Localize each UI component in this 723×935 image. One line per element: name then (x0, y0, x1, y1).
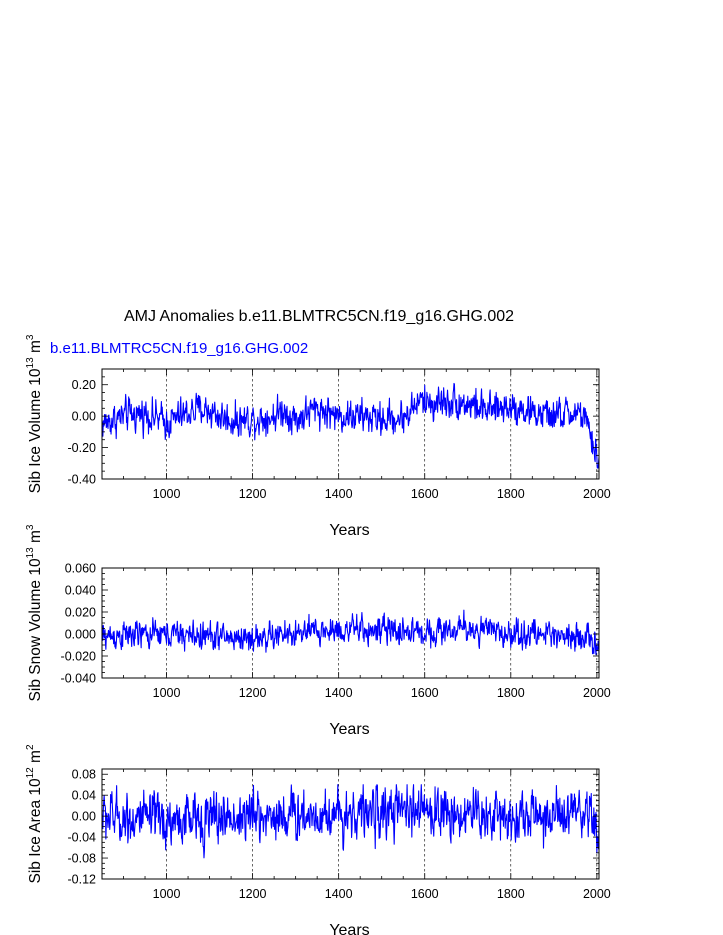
chart-snow-volume-ylabel: Sib Snow Volume $10^{13}$ $m^3$ (25, 524, 44, 702)
chart-snow-volume-series-line (102, 610, 599, 655)
chart-snow-volume-ytick-label-0.020: 0.020 (64, 605, 96, 620)
chart-snow-volume (25, 524, 611, 738)
chart-snow-volume-ytick-label-0.040: 0.040 (64, 583, 96, 598)
chart-ice-area-ytick-label-0.00: 0.00 (71, 809, 96, 824)
chart-snow-volume-ytick-label-0.000: 0.000 (64, 627, 96, 642)
chart-snow-volume-xtick-label-1800: 1800 (496, 686, 525, 700)
chart-ice-area-ytick-label-0.08: 0.08 (71, 767, 96, 782)
chart-ice-volume-ytick-label--0.20: -0.20 (67, 441, 96, 456)
panels (25, 334, 611, 935)
chart-ice-area-xtick-label-1000: 1000 (152, 887, 181, 901)
chart-snow-volume-xtick-label-1600: 1600 (410, 686, 439, 700)
chart-ice-area-xtick-label-2000: 2000 (582, 887, 611, 901)
chart-ice-area-ytick-label--0.04: -0.04 (67, 830, 96, 845)
chart-ice-volume-xtick-label-1200: 1200 (238, 487, 267, 501)
chart-ice-volume-series-line (102, 383, 599, 468)
chart-snow-volume-ytick-label--0.020: -0.020 (60, 649, 96, 664)
chart-ice-volume-ytick-label--0.40: -0.40 (67, 472, 96, 487)
chart-ice-area-ylabel: Sib Ice Area $10^{12}$ $m^2$ (25, 744, 44, 884)
chart-ice-volume-xlabel: Years (329, 522, 370, 539)
figure-title: AMJ Anomalies b.e11.BLMTRC5CN.f19_g16.GHG.002 (123, 308, 515, 325)
series-subtitle: b.e11.BLMTRC5CN.f19_g16.GHG.002 (50, 340, 309, 357)
chart-ice-area-xtick-label-1200: 1200 (238, 887, 267, 901)
chart-ice-volume-xtick-label-1400: 1400 (324, 487, 353, 501)
chart-ice-volume-xtick-label-2000: 2000 (582, 487, 611, 501)
chart-ice-volume-ylabel: Sib Ice Volume $10^{13}$ $m^3$ (25, 334, 44, 494)
chart-ice-area (25, 744, 611, 935)
chart-ice-volume (25, 334, 611, 539)
chart-ice-area-xtick-label-1600: 1600 (410, 887, 439, 901)
chart-ice-area-ytick-label-0.04: 0.04 (71, 788, 96, 803)
chart-ice-area-xtick-label-1800: 1800 (496, 887, 525, 901)
chart-snow-volume-xtick-label-1200: 1200 (238, 686, 267, 700)
chart-snow-volume-xtick-label-1000: 1000 (152, 686, 181, 700)
chart-ice-volume-ytick-label-0.20: 0.20 (71, 378, 96, 393)
chart-ice-volume-xtick-label-1600: 1600 (410, 487, 439, 501)
chart-ice-area-xtick-label-1400: 1400 (324, 887, 353, 901)
chart-ice-area-xlabel: Years (329, 922, 370, 935)
chart-ice-volume-xtick-label-1800: 1800 (496, 487, 525, 501)
chart-snow-volume-ytick-label--0.040: -0.040 (60, 671, 96, 686)
chart-ice-volume-ytick-label-0.00: 0.00 (71, 409, 96, 424)
chart-snow-volume-ytick-label-0.060: 0.060 (64, 561, 96, 576)
chart-ice-volume-frame (102, 369, 599, 479)
chart-snow-volume-xlabel: Years (329, 721, 370, 738)
chart-ice-area-ytick-label--0.08: -0.08 (67, 851, 96, 866)
chart-ice-area-series-line (102, 785, 599, 858)
chart-ice-volume-xtick-label-1000: 1000 (152, 487, 181, 501)
chart-snow-volume-xtick-label-1400: 1400 (324, 686, 353, 700)
chart-ice-area-ytick-label--0.12: -0.12 (67, 872, 96, 887)
chart-snow-volume-xtick-label-2000: 2000 (582, 686, 611, 700)
